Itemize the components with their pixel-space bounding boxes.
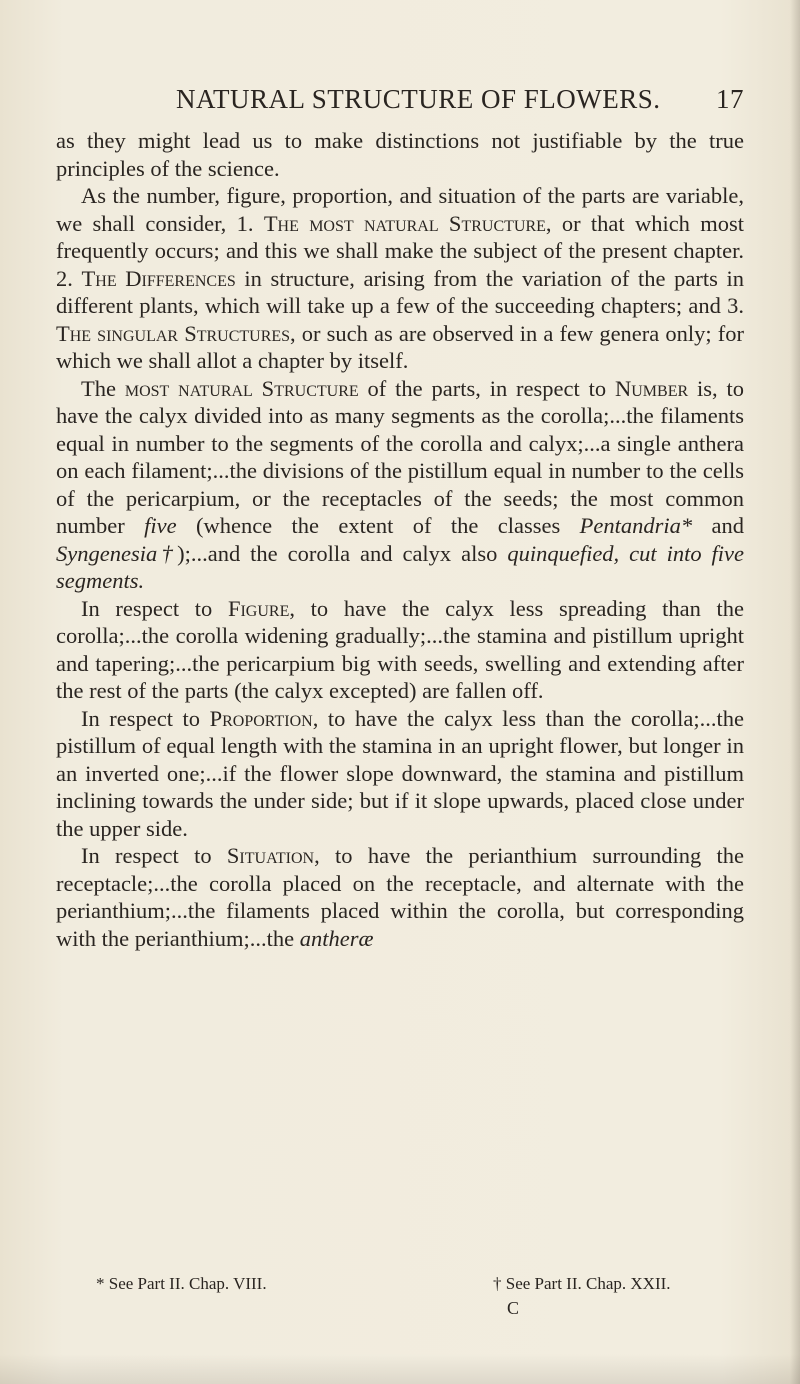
text-run: , or that which most frequently occurs; and this we shall make the subject of the present chapter. 2. — [56, 210, 745, 291]
text-run: In respect to — [81, 705, 210, 731]
page-bottom-shadow — [0, 1354, 800, 1384]
italic-text: Pentandria* — [579, 513, 693, 538]
small-caps-text: most natural Structure — [124, 375, 359, 401]
paragraph — [56, 595, 744, 705]
text-run: In respect to — [81, 595, 228, 621]
text-run: , to have the calyx less spreading than the corolla;...the corolla widening gradually;...the stamina and pistillum upright and tapering;...the pericarpium big with seeds, swelling and extending after the rest of the parts (the calyx excepted) are fallen off. — [56, 595, 744, 703]
page-edge-shadow — [790, 0, 800, 1384]
paragraph — [56, 182, 744, 375]
small-caps-text: Situation — [226, 843, 315, 868]
small-caps-text: Number — [615, 375, 689, 401]
paragraph — [56, 705, 744, 843]
text-run: In respect to — [81, 843, 227, 868]
small-caps-text: The singular Structures — [56, 320, 291, 346]
signature-mark: C — [507, 1298, 520, 1318]
text-run: is, to have the calyx divided into as many segments as the corolla;...the filaments equal in number to the segments of the corolla and calyx;...a single anthera on each filament;...the divisions of the pistillum equal in number to the cells of the pericarpium, or the receptacles of the seeds; the most common number — [56, 375, 745, 538]
italic-text: quinquefied, cut into five segments. — [56, 540, 744, 593]
text-run: The — [81, 375, 125, 401]
italic-text: antheræ — [299, 925, 374, 951]
text-run: , or such as are observed in a few genera only; for which we shall allot a chapter by itself. — [56, 320, 744, 373]
small-caps-text: Figure — [227, 595, 290, 621]
text-run: and — [692, 513, 744, 538]
italic-text: Syngenesia† — [56, 540, 178, 566]
body-text — [56, 127, 744, 952]
running-title: NATURAL STRUCTURE OF FLOWERS. — [176, 84, 661, 114]
paragraph — [56, 375, 744, 595]
footnote-pentandria: * See Part II. Chap. VIII. — [96, 1274, 267, 1293]
text-run: of the parts, in respect to — [358, 375, 615, 401]
text-run: );...and the corolla and calyx also — [177, 540, 508, 566]
text-run: , to have the perianthium surrounding the receptacle;...the corolla placed on the receptacle, and alternate with the perianthium;...the filaments placed within the corolla, but corresponding with the perianthium;...the — [56, 843, 744, 951]
footnote-syngenesia: † See Part II. Chap. XXII. — [493, 1274, 671, 1293]
text-run: , to have the calyx less than the corolla;...the pistillum of equal length with the stamina in an upright flower, but longer in an inverted one;...if the flower slope downward, the stamina and pistillum inclining towards the under side; but if it slope upwards, placed close under the upper side. — [56, 705, 744, 841]
page-number: 17 — [716, 84, 744, 114]
text-run: in structure, arising from the variation of the parts in different plants, which will take up a few of the succeeding chapters; and 3. — [56, 265, 744, 318]
text-run: As the number, figure, proportion, and situation of the parts are variable, we shall consider, 1. — [56, 183, 744, 236]
small-caps-text: The Differences — [81, 265, 236, 291]
italic-text: five — [144, 513, 177, 538]
paragraph — [56, 842, 744, 952]
text-run: (whence the extent of the classes — [176, 513, 580, 538]
text-run: as they might lead us to make distinctions not justifiable by the true principles of the science. — [56, 128, 744, 181]
paragraph-continuation — [56, 127, 744, 182]
small-caps-text: The most natural Structure — [263, 210, 546, 236]
small-caps-text: Proportion — [209, 705, 313, 731]
